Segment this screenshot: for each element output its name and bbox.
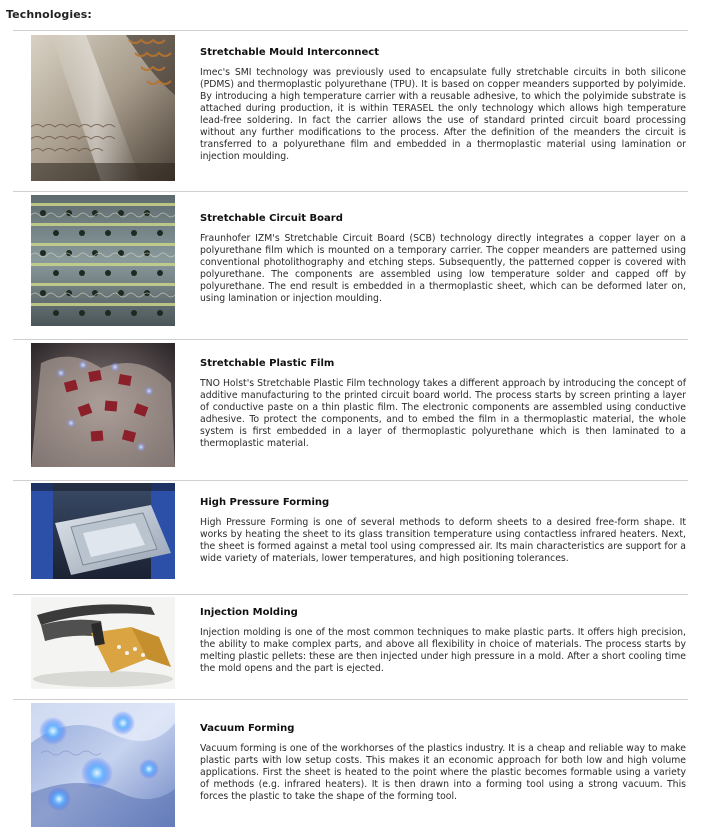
divider [13,339,688,340]
page-title: Technologies: [6,8,92,21]
divider [13,480,688,481]
technology-item-vacuum [0,699,701,837]
item-description: Injection molding is one of the most common techniques to make plastic parts. It offers high precision, the ability to make complex parts, and above all flexibility in choice of materials. The process starts by melting plastic pellets: these are then injected under high pressure in a mold. After a short cooling time the mold opens and the part is ejected. [200,627,686,674]
divider [13,191,688,192]
stretchable-mould-interconnect-photo [31,35,175,181]
technology-item-injection [0,594,701,698]
technology-item-smi [0,30,701,190]
item-description: Vacuum forming is one of the workhorses of the plastics industry. It is a cheap and reliable way to make plastic parts with low setup costs. This makes it an economic approach for both low and high volume applications. First the sheet is heated to the point where the plastic becomes formable using a variety of methods (e.g. infrared heaters). It is then drawn into a forming tool using a strong vacuum. This forces the plastic to take the shape of the forming tool. [200,743,686,802]
divider [13,594,688,595]
item-description: High Pressure Forming is one of several methods to deform sheets to a desired free-form shape. It works by heating the sheet to its glass transition temperature using contactless infrared heaters. Next, the sheet is formed against a metal tool using compressed air. Its main characteristics are support for a wide variety of materials, lower temperatures, and high positioning tolerances. [200,517,686,564]
technology-item-scb [0,191,701,338]
item-title: Stretchable Mould Interconnect [200,47,379,58]
item-description: Fraunhofer IZM's Stretchable Circuit Board (SCB) technology directly integrates a copper layer on a polyurethane film which is mounted on a temporary carrier. The copper meanders are patterned using conventional photolithography and etching steps. Subsequently, the patterned copper is covered with polyurethane. The components are assembled using low temperature solder and capped off by polyurethane. The end result is embedded in a thermoplastic sheet, which can be deformed later on, using lamination or injection moulding. [200,233,686,304]
item-title: High Pressure Forming [200,497,330,508]
technology-item-spf [0,339,701,479]
stretchable-circuit-board-photo [31,195,175,326]
divider [13,699,688,700]
technology-item-hpf [0,480,701,593]
vacuum-forming-photo [31,703,175,827]
stretchable-plastic-film-photo [31,343,175,467]
item-title: Stretchable Plastic Film [200,358,335,369]
item-title: Stretchable Circuit Board [200,213,343,224]
item-description: TNO Holst's Stretchable Plastic Film technology takes a different approach by introducing the concept of additive manufacturing to the printed circuit board world. The process starts by screen printing a layer of conductive paste on a thin plastic film. The electronic components are assembled using conductive adhesive. To protect the components, and to embed the film in a thermoplastic material, the whole system is first embedded in a layer of thermoplastic polyurethane which is then laminated to a thermoplastic material. [200,378,686,449]
item-description: Imec's SMI technology was previously used to encapsulate fully stretchable circuits in both silicone (PDMS) and thermoplastic polyurethane (TPU). It is based on copper meanders supported by polyimide. By introducing a high temperature carrier with a reusable adhesive, to which the polyimide substrate is attached during production, it is within TERASEL the only technology which allows high temperature lead-free soldering. In fact the carrier allows the use of standard printed circuit board processing without any further modifications to the process. After the definition of the meanders the circuit is transferred to a polyurethane film and embedded in a thermoplastic material using lamination or injection moulding. [200,67,686,162]
injection-molding-photo [31,597,175,689]
item-title: Vacuum Forming [200,723,295,734]
high-pressure-forming-photo [31,483,175,579]
divider [13,30,688,31]
item-title: Injection Molding [200,607,298,618]
